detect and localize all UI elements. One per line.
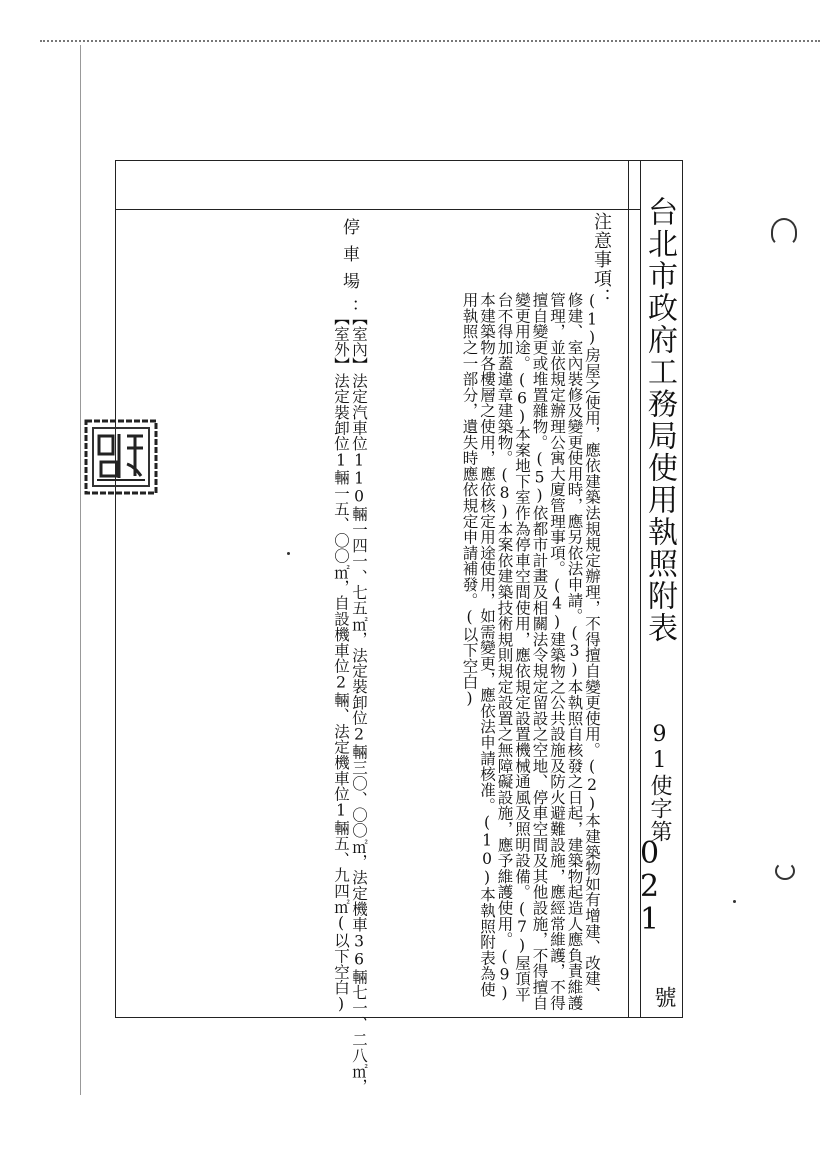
document-number-suffix: 號 xyxy=(651,986,676,1008)
notes-heading: 注意事項： xyxy=(591,212,612,307)
document-title: 台北市政府工務局使用執照附表 xyxy=(642,196,677,644)
seal-stamp-icon xyxy=(83,418,159,496)
title-column-rule-inner xyxy=(628,161,629,1017)
document-number: 021 xyxy=(632,836,667,935)
document-number-prefix: 91使字第 xyxy=(647,722,672,843)
scan-edge-top xyxy=(40,40,820,44)
speck-mark xyxy=(287,552,290,555)
punch-hole-mark-icon-lower xyxy=(775,862,795,880)
scan-edge-left xyxy=(80,45,81,1095)
parking-label: 停車場： xyxy=(339,218,359,326)
parking-indoor: 【室內】法定汽車位110輛一四一、七五㎡，法定裝卸位2輛三〇、〇〇㎡，法定機車36輛七一、二八㎡， xyxy=(350,310,368,1095)
speck-mark xyxy=(733,900,736,903)
header-rule xyxy=(116,209,640,210)
parking-outdoor: 【室外】法定裝卸位1輛一五、〇〇㎡，自設機車位2輛、法定機車位1輛五、九四㎡(以下空白) xyxy=(332,310,350,1014)
punch-hole-mark-icon xyxy=(771,218,797,246)
notes-body: (1)房屋之使用，應依建築法規規定辦理，不得擅自變更使用。(2)本建築物如有增建、改建、修建、室內裝修及變更使用時，應另依法申請。(3)本執照自核發之日起，建築物起造人應負責維護管理，並依規定辦理公寓大廈管理事項。(4)建築物之公共設施及防火避難設施，應經常維護，不得擅自變更或堆置雜物。(5)依都市計畫及相關法令規定留設之空地、停車空間及其他設施，不得擅自變更用途。(6)本案地下室作為停車空間使用，應依規定設置機械通風及照明設備。(7)屋頂平台不得加蓋違章建築物。(8)本案依建築技術規則規定設置之無障礙設施，應予維護使用。(9)本建築物各樓層之使用，應依核定用途使用，如需變更，應依法申請核准。(10)本執照附表為使用執照之一部分，遺失時應依規定申請補發。(以下空白) xyxy=(460,292,601,1011)
